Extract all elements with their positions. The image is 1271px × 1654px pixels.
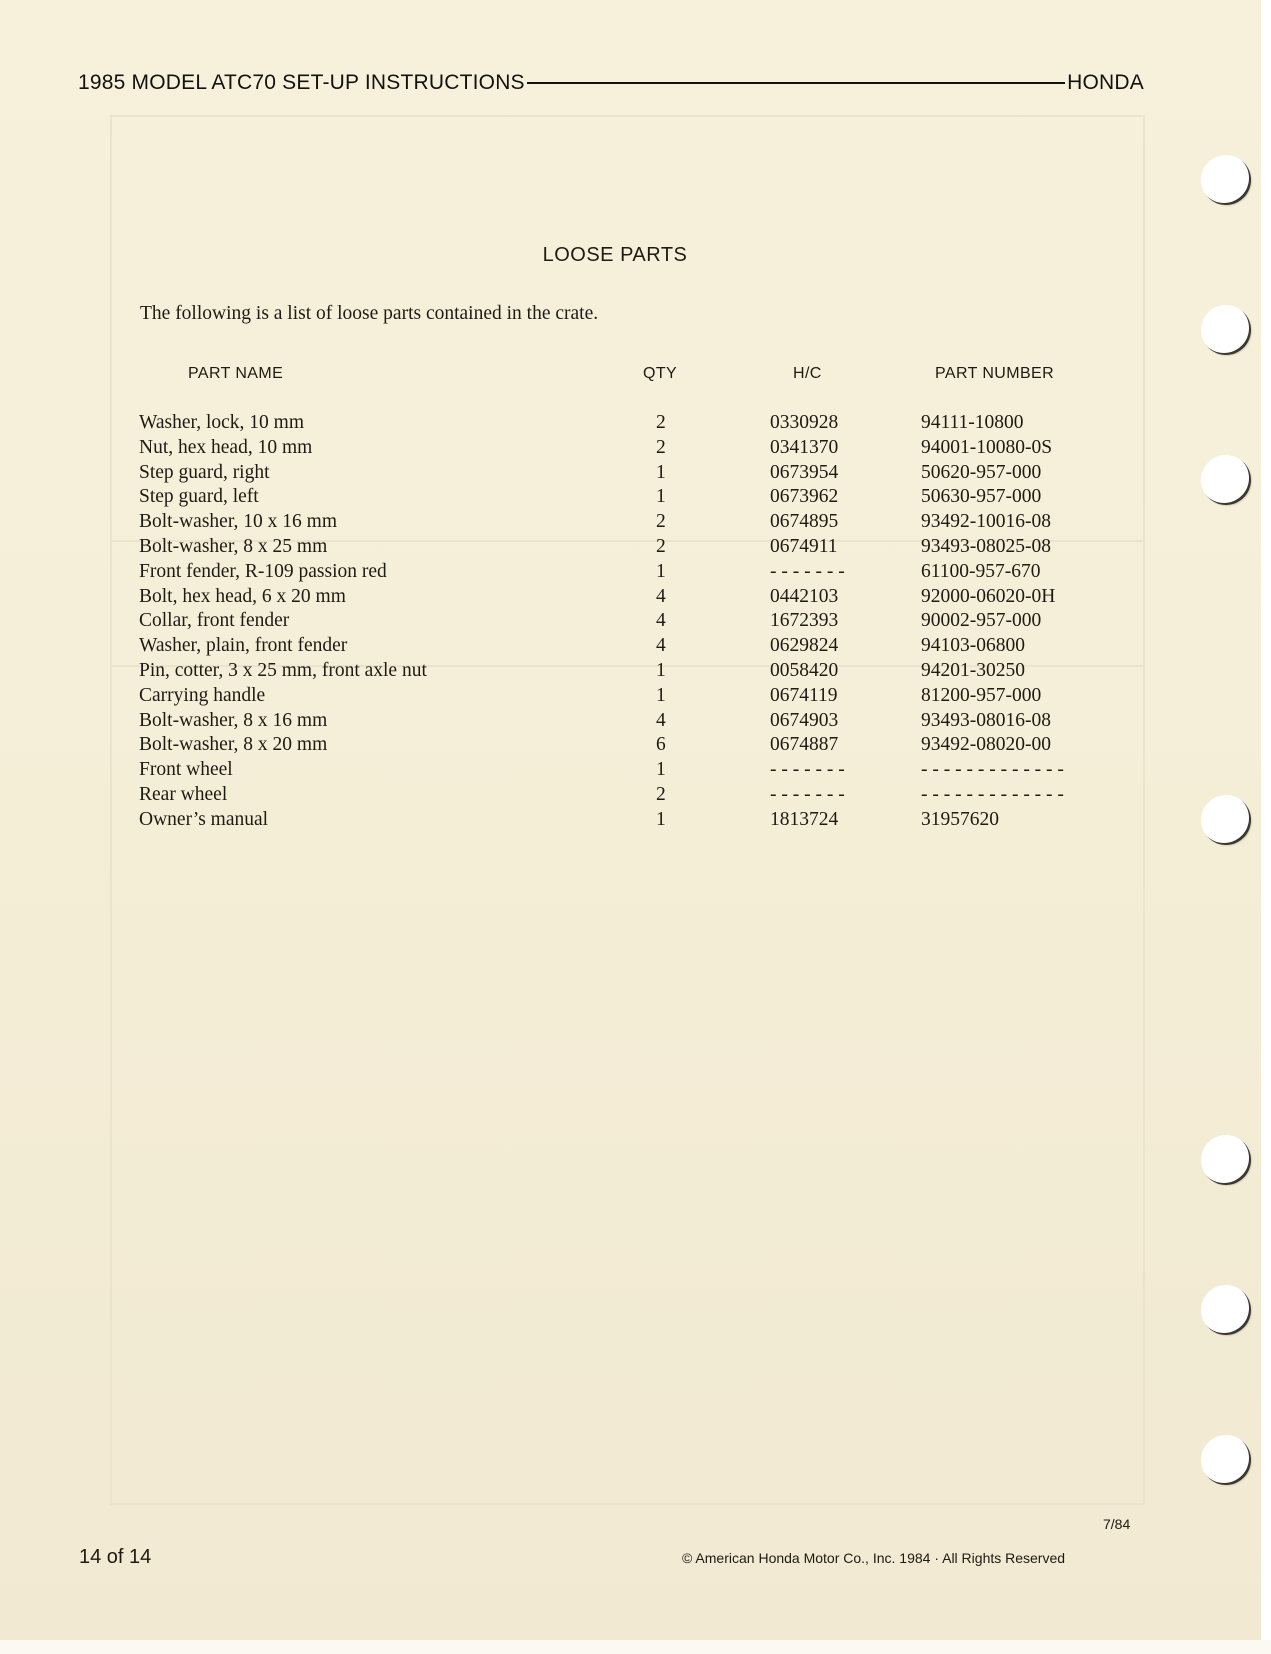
part-number-cell: 93493-08016-08 bbox=[921, 709, 1051, 731]
hc-cell: 0673962 bbox=[770, 486, 839, 508]
hc-cell: 0674895 bbox=[770, 511, 839, 533]
table-row bbox=[0, 586, 1271, 611]
table-row bbox=[0, 660, 1271, 685]
header-rule bbox=[527, 82, 1065, 84]
qty-cell: 4 bbox=[656, 610, 666, 632]
hc-cell: 0442103 bbox=[770, 585, 839, 607]
qty-cell: 1 bbox=[656, 461, 666, 483]
binder-hole bbox=[1201, 1285, 1251, 1335]
part-number-cell: 92000-06020-0H bbox=[921, 585, 1056, 607]
table-row bbox=[0, 511, 1271, 536]
binder-hole bbox=[1201, 155, 1251, 205]
page-header bbox=[78, 68, 1144, 98]
part-name-cell: Step guard, right bbox=[139, 461, 270, 483]
intro-text: The following is a list of loose parts contained in the crate. bbox=[140, 303, 599, 324]
part-number-cell: 93493-08025-08 bbox=[921, 535, 1051, 557]
binder-hole bbox=[1201, 1435, 1251, 1485]
table-row bbox=[0, 462, 1271, 487]
qty-cell: 6 bbox=[656, 734, 666, 756]
table-row bbox=[0, 536, 1271, 561]
table-row bbox=[0, 412, 1271, 437]
part-name-cell: Rear wheel bbox=[139, 783, 228, 805]
hc-cell: 0674911 bbox=[770, 535, 838, 557]
table-row bbox=[0, 809, 1271, 834]
table-row bbox=[0, 685, 1271, 710]
qty-cell: 4 bbox=[656, 709, 666, 731]
part-number-cell: 31957620 bbox=[921, 808, 999, 830]
part-number-cell: 93492-08020-00 bbox=[921, 734, 1051, 756]
hc-cell: 1813724 bbox=[770, 808, 839, 830]
part-number-cell: 94111-10800 bbox=[921, 412, 1024, 433]
qty-cell: 2 bbox=[656, 412, 666, 433]
hc-cell: 0674903 bbox=[770, 709, 839, 731]
part-name-cell: Bolt-washer, 8 x 20 mm bbox=[139, 734, 328, 756]
part-name-cell: Washer, lock, 10 mm bbox=[139, 412, 304, 433]
header-title: 1985 MODEL ATC70 SET-UP INSTRUCTIONS bbox=[78, 71, 525, 94]
table-row bbox=[0, 784, 1271, 809]
qty-cell: 1 bbox=[656, 759, 666, 781]
hc-cell: 0058420 bbox=[770, 659, 839, 681]
hc-cell: 0330928 bbox=[770, 412, 839, 433]
part-name-cell: Bolt-washer, 8 x 16 mm bbox=[139, 709, 328, 731]
part-number-cell: 90002-957-000 bbox=[921, 610, 1042, 632]
hc-cell: - - - - - - - bbox=[770, 759, 845, 781]
page-number: 14 of 14 bbox=[79, 1546, 152, 1568]
hc-cell: 1672393 bbox=[770, 610, 839, 632]
qty-cell: 2 bbox=[656, 783, 666, 805]
part-name-cell: Carrying handle bbox=[139, 684, 266, 706]
hc-cell: 0629824 bbox=[770, 635, 839, 657]
binder-hole bbox=[1201, 455, 1251, 505]
part-name-cell: Owner’s manual bbox=[139, 808, 269, 830]
part-name-cell: Front wheel bbox=[139, 759, 233, 781]
part-name-cell: Bolt-washer, 8 x 25 mm bbox=[139, 535, 328, 557]
part-number-cell: 50630-957-000 bbox=[921, 486, 1042, 508]
part-name-cell: Collar, front fender bbox=[139, 610, 290, 632]
part-name-cell: Front fender, R-109 passion red bbox=[139, 560, 387, 582]
table-row bbox=[0, 437, 1271, 462]
header-brand: HONDA bbox=[1067, 71, 1144, 94]
binder-hole bbox=[1201, 795, 1251, 845]
column-header-part-number: PART NUMBER bbox=[935, 365, 1055, 382]
part-number-cell: 93492-10016-08 bbox=[921, 511, 1051, 533]
qty-cell: 2 bbox=[656, 535, 666, 557]
qty-cell: 2 bbox=[656, 511, 666, 533]
table-row bbox=[0, 734, 1271, 759]
part-name-cell: Washer, plain, front fender bbox=[139, 635, 348, 657]
part-name-cell: Bolt, hex head, 6 x 20 mm bbox=[139, 585, 346, 607]
qty-cell: 4 bbox=[656, 635, 666, 657]
part-number-cell: 61100-957-670 bbox=[921, 560, 1041, 582]
parts-table bbox=[0, 412, 1271, 834]
part-number-cell: 50620-957-000 bbox=[921, 461, 1042, 483]
hc-cell: - - - - - - - bbox=[770, 783, 845, 805]
revision-date: 7/84 bbox=[1103, 1516, 1131, 1532]
qty-cell: 1 bbox=[656, 486, 666, 508]
hc-cell: 0673954 bbox=[770, 461, 839, 483]
column-header-hc: H/C bbox=[793, 365, 822, 382]
part-number-cell: - - - - - - - - - - - - - bbox=[921, 783, 1064, 805]
qty-cell: 1 bbox=[656, 659, 666, 681]
part-number-cell: 94103-06800 bbox=[921, 635, 1025, 657]
binder-hole bbox=[1201, 1135, 1251, 1185]
part-number-cell: 94201-30250 bbox=[921, 659, 1025, 681]
part-number-cell: 94001-10080-0S bbox=[921, 436, 1053, 458]
copyright-notice: © American Honda Motor Co., Inc. 1984 · All Rights Reserved bbox=[682, 1550, 1066, 1566]
table-row bbox=[0, 610, 1271, 635]
qty-cell: 1 bbox=[656, 560, 666, 582]
part-name-cell: Bolt-washer, 10 x 16 mm bbox=[139, 511, 337, 533]
table-row bbox=[0, 561, 1271, 586]
table-row bbox=[0, 486, 1271, 511]
part-name-cell: Pin, cotter, 3 x 25 mm, front axle nut bbox=[139, 659, 427, 681]
qty-cell: 4 bbox=[656, 585, 666, 607]
qty-cell: 2 bbox=[656, 436, 666, 458]
part-name-cell: Step guard, left bbox=[139, 486, 259, 508]
qty-cell: 1 bbox=[656, 684, 666, 706]
part-name-cell: Nut, hex head, 10 mm bbox=[139, 436, 313, 458]
hc-cell: - - - - - - - bbox=[770, 560, 845, 582]
table-row bbox=[0, 635, 1271, 660]
page-edge bbox=[1261, 0, 1271, 1654]
hc-cell: 0674119 bbox=[770, 684, 838, 706]
hc-cell: 0341370 bbox=[770, 436, 839, 458]
binder-hole bbox=[1201, 305, 1251, 355]
page-edge bbox=[0, 1640, 1271, 1654]
qty-cell: 1 bbox=[656, 808, 666, 830]
column-header-qty: QTY bbox=[643, 365, 678, 382]
table-row bbox=[0, 759, 1271, 784]
hc-cell: 0674887 bbox=[770, 734, 839, 756]
part-number-cell: 81200-957-000 bbox=[921, 684, 1042, 706]
table-row bbox=[0, 710, 1271, 735]
section-title: LOOSE PARTS bbox=[542, 244, 688, 266]
part-number-cell: - - - - - - - - - - - - - bbox=[921, 759, 1064, 781]
column-header-part-name: PART NAME bbox=[188, 365, 284, 382]
